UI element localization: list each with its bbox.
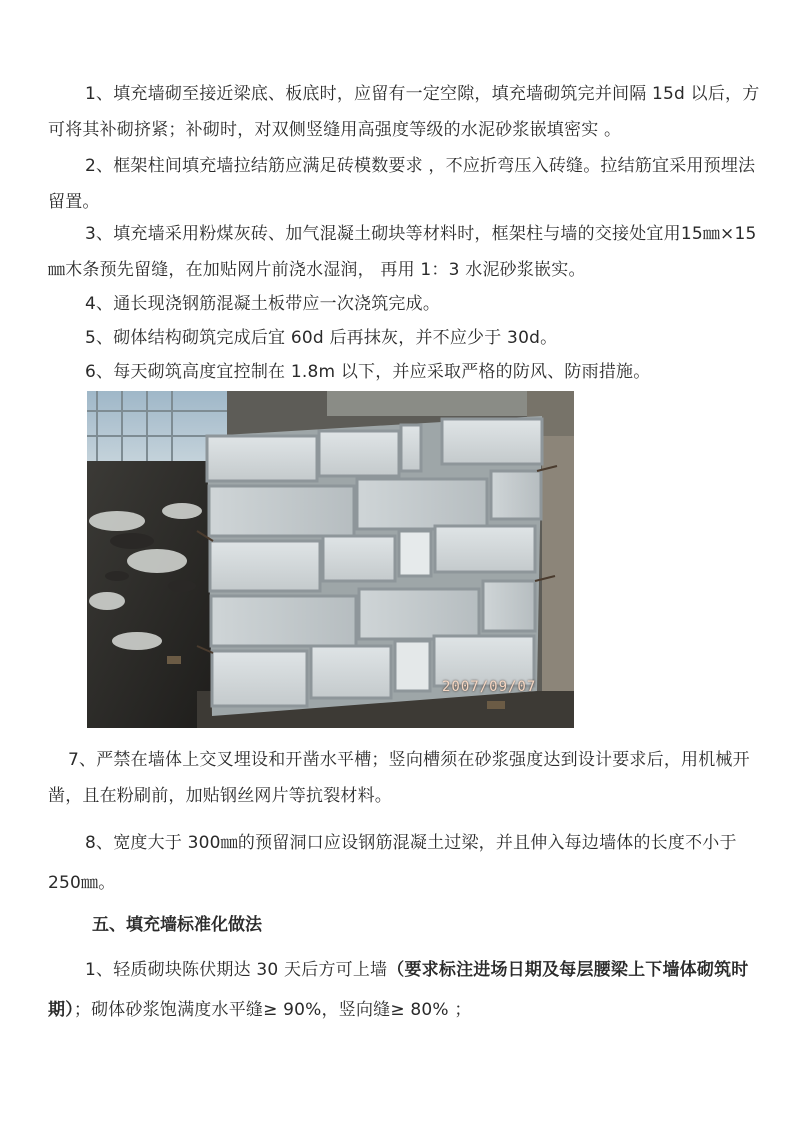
infill-wall-photo [87, 391, 574, 728]
item-4: 4、通长现浇钢筋混凝土板带应一次浇筑完成。 [85, 294, 441, 314]
item-2: 2、框架柱间填充墙拉结筋应满足砖模数要求 ，不应折弯压入砖缝。拉结筋宜采用预埋法留置。 [48, 156, 756, 212]
item-8: 8、宽度大于 300㎜的预留洞口应设钢筋混凝土过梁，并且伸入每边墙体的长度不小于 250㎜。 [48, 833, 737, 893]
section-item-1-lead: 1、轻质砌块陈伏期达 30 天后方可上墙 [85, 960, 388, 980]
item-7: 7、严禁在墙体上交叉埋设和开凿水平槽；竖向槽须在砂浆强度达到设计要求后，用机械开凿，且在粉刷前，加贴钢丝网片等抗裂材料。 [48, 750, 750, 806]
photo-timestamp: 2007/09/07 [442, 679, 537, 695]
item-6: 6、每天砌筑高度宜控制在 1.8m 以下，并应采取严格的防风、防雨措施。 [85, 362, 651, 382]
section-item-1 [48, 950, 760, 1030]
section-heading: 五、填充墙标准化做法 [92, 915, 262, 935]
wall-photo-drawing [87, 391, 574, 728]
section-item-1-tail: ；砌体砂浆饱满度水平缝≥ 90%，竖向缝≥ 80% ； [73, 1000, 472, 1020]
item-1: 1、填充墙砌至接近梁底、板底时，应留有一定空隙，填充墙砌筑完并间隔 15d 以后，方可将其补砌挤紧；补砌时，对双侧竖缝用高强度等级的水泥砂浆嵌填密实 。 [48, 84, 760, 140]
item-5: 5、砌体结构砌筑完成后宜 60d 后再抹灰，并不应少于 30d。 [85, 328, 558, 348]
item-3: 3、填充墙采用粉煤灰砖、加气混凝土砌块等材料时，框架柱与墙的交接处宜用15㎜×15㎜木条预先留缝，在加贴网片前浇水湿润， 再用 1：3 水泥砂浆嵌实。 [48, 224, 757, 280]
section-item-1-note: （要求标注进场日期及每层腰梁上下墙体砌筑时期） [48, 960, 749, 1020]
